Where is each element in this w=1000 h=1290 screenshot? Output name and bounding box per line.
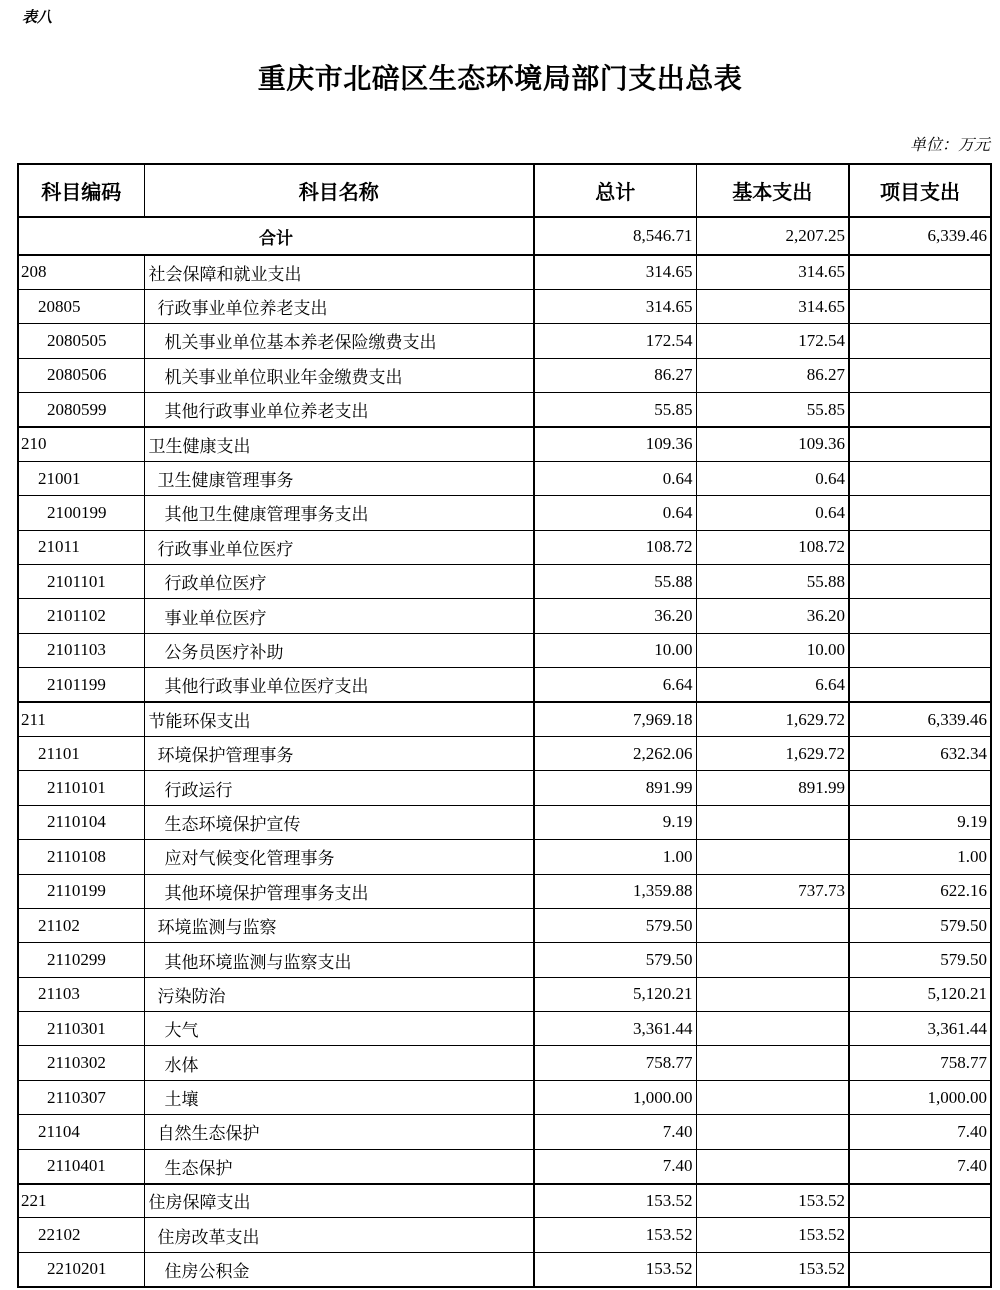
subject-name: 机关事业单位职业年金缴费支出: [144, 358, 534, 392]
total-value: 7.40: [534, 1115, 696, 1149]
total-value: 108.72: [534, 530, 696, 564]
subject-name: 卫生健康管理事务: [144, 461, 534, 495]
subject-name: 环境监测与监察: [144, 908, 534, 942]
table-row: [18, 427, 991, 461]
subject-code: 2080505: [18, 324, 144, 358]
project-expenditure-value: [849, 530, 991, 564]
basic-expenditure-value: 314.65: [696, 255, 849, 289]
basic-expenditure-value: [696, 1080, 849, 1114]
subject-code: 2101199: [18, 668, 144, 702]
total-value: 55.85: [534, 393, 696, 427]
total-value: 1,000.00: [534, 1080, 696, 1114]
basic-expenditure-value: 891.99: [696, 771, 849, 805]
column-header-project-expenditure: 项目支出: [849, 164, 991, 217]
subject-name: 其他卫生健康管理事务支出: [144, 496, 534, 530]
total-value: 6.64: [534, 668, 696, 702]
subject-code: 2101103: [18, 633, 144, 667]
total-value: 891.99: [534, 771, 696, 805]
project-expenditure-value: 579.50: [849, 908, 991, 942]
subject-code: 210: [18, 427, 144, 461]
subject-name: 公务员医疗补助: [144, 633, 534, 667]
column-header-total: 总计: [534, 164, 696, 217]
subject-name: 大气: [144, 1012, 534, 1046]
subject-code: 2110104: [18, 805, 144, 839]
project-expenditure-value: [849, 255, 991, 289]
subject-name: 自然生态保护: [144, 1115, 534, 1149]
subject-code: 211: [18, 702, 144, 736]
subject-code: 20805: [18, 289, 144, 323]
table-row: [18, 1218, 991, 1252]
basic-expenditure-value: 0.64: [696, 461, 849, 495]
subject-code: 22102: [18, 1218, 144, 1252]
subject-code: 21001: [18, 461, 144, 495]
project-expenditure-value: [849, 324, 991, 358]
basic-expenditure-value: 1,629.72: [696, 702, 849, 736]
table-row: [18, 943, 991, 977]
subject-code: 2110401: [18, 1149, 144, 1183]
subject-name: 行政单位医疗: [144, 565, 534, 599]
subject-code: 2100199: [18, 496, 144, 530]
basic-expenditure-value: [696, 1046, 849, 1080]
subject-code: 2110199: [18, 874, 144, 908]
basic-expenditure-value: 55.85: [696, 393, 849, 427]
table-row: [18, 977, 991, 1011]
grand-total-value: 8,546.71: [534, 217, 696, 255]
table-body: [18, 217, 991, 1287]
project-expenditure-value: 6,339.46: [849, 702, 991, 736]
basic-expenditure-value: 6.64: [696, 668, 849, 702]
subject-code: 2110101: [18, 771, 144, 805]
total-value: 86.27: [534, 358, 696, 392]
grand-total-row: [18, 217, 991, 255]
table-row: [18, 702, 991, 736]
subject-code: 2101102: [18, 599, 144, 633]
basic-expenditure-value: [696, 840, 849, 874]
basic-expenditure-value: 36.20: [696, 599, 849, 633]
basic-expenditure-value: 172.54: [696, 324, 849, 358]
grand-total-basic-value: 2,207.25: [696, 217, 849, 255]
subject-name: 社会保障和就业支出: [144, 255, 534, 289]
subject-name: 行政事业单位医疗: [144, 530, 534, 564]
basic-expenditure-value: 108.72: [696, 530, 849, 564]
grand-total-project-value: 6,339.46: [849, 217, 991, 255]
subject-code: 221: [18, 1184, 144, 1218]
subject-name: 行政事业单位养老支出: [144, 289, 534, 323]
table-row: [18, 805, 991, 839]
total-value: 758.77: [534, 1046, 696, 1080]
page-title: 重庆市北碚区生态环境局部门支出总表: [257, 64, 743, 95]
table-row: [18, 1252, 991, 1286]
basic-expenditure-value: 737.73: [696, 874, 849, 908]
project-expenditure-value: [849, 668, 991, 702]
project-expenditure-value: 9.19: [849, 805, 991, 839]
basic-expenditure-value: [696, 908, 849, 942]
table-row: [18, 461, 991, 495]
project-expenditure-value: [849, 1218, 991, 1252]
subject-name: 其他行政事业单位养老支出: [144, 393, 534, 427]
subject-name: 机关事业单位基本养老保险缴费支出: [144, 324, 534, 358]
subject-code: 21103: [18, 977, 144, 1011]
total-value: 579.50: [534, 908, 696, 942]
project-expenditure-value: [849, 771, 991, 805]
basic-expenditure-value: [696, 1115, 849, 1149]
subject-name: 住房保障支出: [144, 1184, 534, 1218]
table-row: [18, 565, 991, 599]
total-value: 10.00: [534, 633, 696, 667]
total-value: 5,120.21: [534, 977, 696, 1011]
subject-name: 其他环境保护管理事务支出: [144, 874, 534, 908]
subject-code: 2101101: [18, 565, 144, 599]
subject-name: 生态环境保护宣传: [144, 805, 534, 839]
subject-name: 污染防治: [144, 977, 534, 1011]
basic-expenditure-value: 314.65: [696, 289, 849, 323]
subject-name: 其他环境监测与监察支出: [144, 943, 534, 977]
table-tag: 表八: [22, 10, 53, 26]
subject-code: 21104: [18, 1115, 144, 1149]
total-value: 1,359.88: [534, 874, 696, 908]
total-value: 1.00: [534, 840, 696, 874]
project-expenditure-value: 7.40: [849, 1149, 991, 1183]
basic-expenditure-value: [696, 977, 849, 1011]
project-expenditure-value: [849, 289, 991, 323]
total-value: 153.52: [534, 1218, 696, 1252]
total-value: 172.54: [534, 324, 696, 358]
total-value: 0.64: [534, 496, 696, 530]
project-expenditure-value: [849, 496, 991, 530]
project-expenditure-value: [849, 461, 991, 495]
project-expenditure-value: [849, 599, 991, 633]
project-expenditure-value: 5,120.21: [849, 977, 991, 1011]
subject-name: 住房公积金: [144, 1252, 534, 1286]
total-value: 2,262.06: [534, 736, 696, 770]
subject-name: 应对气候变化管理事务: [144, 840, 534, 874]
header-row: [18, 164, 991, 217]
subject-name: 行政运行: [144, 771, 534, 805]
project-expenditure-value: [849, 393, 991, 427]
subject-name: 环境保护管理事务: [144, 736, 534, 770]
total-value: 3,361.44: [534, 1012, 696, 1046]
basic-expenditure-value: [696, 943, 849, 977]
unit-label: 单位：万元: [909, 137, 990, 154]
total-value: 579.50: [534, 943, 696, 977]
subject-code: 2080599: [18, 393, 144, 427]
total-value: 109.36: [534, 427, 696, 461]
subject-code: 21011: [18, 530, 144, 564]
basic-expenditure-value: 0.64: [696, 496, 849, 530]
subject-name: 土壤: [144, 1080, 534, 1114]
table-row: [18, 771, 991, 805]
basic-expenditure-value: 153.52: [696, 1218, 849, 1252]
subject-name: 水体: [144, 1046, 534, 1080]
project-expenditure-value: [849, 1184, 991, 1218]
table-row: [18, 324, 991, 358]
basic-expenditure-value: 153.52: [696, 1184, 849, 1218]
subject-name: 住房改革支出: [144, 1218, 534, 1252]
table-row: [18, 668, 991, 702]
project-expenditure-value: 622.16: [849, 874, 991, 908]
subject-name: 事业单位医疗: [144, 599, 534, 633]
column-header-subject-code: 科目编码: [18, 164, 144, 217]
basic-expenditure-value: 55.88: [696, 565, 849, 599]
column-header-basic-expenditure: 基本支出: [696, 164, 849, 217]
table-row: [18, 908, 991, 942]
expenditure-summary-table: [17, 163, 992, 1288]
total-value: 314.65: [534, 289, 696, 323]
subject-name: 其他行政事业单位医疗支出: [144, 668, 534, 702]
basic-expenditure-value: [696, 805, 849, 839]
table-row: [18, 1080, 991, 1114]
subject-name: 节能环保支出: [144, 702, 534, 736]
column-header-subject-name: 科目名称: [144, 164, 534, 217]
total-value: 153.52: [534, 1184, 696, 1218]
subject-code: 21101: [18, 736, 144, 770]
subject-code: 2210201: [18, 1252, 144, 1286]
table-row: [18, 1149, 991, 1183]
table-row: [18, 1012, 991, 1046]
subject-name: 生态保护: [144, 1149, 534, 1183]
table-row: [18, 599, 991, 633]
subject-code: 2110301: [18, 1012, 144, 1046]
table-row: [18, 1115, 991, 1149]
project-expenditure-value: [849, 565, 991, 599]
table-row: [18, 840, 991, 874]
total-value: 314.65: [534, 255, 696, 289]
project-expenditure-value: 1,000.00: [849, 1080, 991, 1114]
basic-expenditure-value: 109.36: [696, 427, 849, 461]
table-row: [18, 393, 991, 427]
table-row: [18, 633, 991, 667]
project-expenditure-value: 7.40: [849, 1115, 991, 1149]
subject-code: 2110108: [18, 840, 144, 874]
total-value: 7,969.18: [534, 702, 696, 736]
subject-name: 卫生健康支出: [144, 427, 534, 461]
subject-code: 208: [18, 255, 144, 289]
project-expenditure-value: 1.00: [849, 840, 991, 874]
table-row: [18, 358, 991, 392]
basic-expenditure-value: 86.27: [696, 358, 849, 392]
project-expenditure-value: 3,361.44: [849, 1012, 991, 1046]
basic-expenditure-value: 10.00: [696, 633, 849, 667]
basic-expenditure-value: 1,629.72: [696, 736, 849, 770]
project-expenditure-value: [849, 358, 991, 392]
table-row: [18, 496, 991, 530]
basic-expenditure-value: [696, 1149, 849, 1183]
table-row: [18, 289, 991, 323]
total-value: 9.19: [534, 805, 696, 839]
basic-expenditure-value: [696, 1012, 849, 1046]
project-expenditure-value: 758.77: [849, 1046, 991, 1080]
total-value: 7.40: [534, 1149, 696, 1183]
table-row: [18, 874, 991, 908]
subject-code: 2110307: [18, 1080, 144, 1114]
subject-code: 2110302: [18, 1046, 144, 1080]
project-expenditure-value: 579.50: [849, 943, 991, 977]
table-row: [18, 255, 991, 289]
project-expenditure-value: 632.34: [849, 736, 991, 770]
project-expenditure-value: [849, 1252, 991, 1286]
grand-total-label: 合计: [18, 217, 534, 255]
total-value: 0.64: [534, 461, 696, 495]
project-expenditure-value: [849, 427, 991, 461]
table-row: [18, 1184, 991, 1218]
total-value: 153.52: [534, 1252, 696, 1286]
table-row: [18, 1046, 991, 1080]
subject-code: 2080506: [18, 358, 144, 392]
total-value: 55.88: [534, 565, 696, 599]
total-value: 36.20: [534, 599, 696, 633]
project-expenditure-value: [849, 633, 991, 667]
table-row: [18, 736, 991, 770]
basic-expenditure-value: 153.52: [696, 1252, 849, 1286]
subject-code: 21102: [18, 908, 144, 942]
subject-code: 2110299: [18, 943, 144, 977]
table-row: [18, 530, 991, 564]
